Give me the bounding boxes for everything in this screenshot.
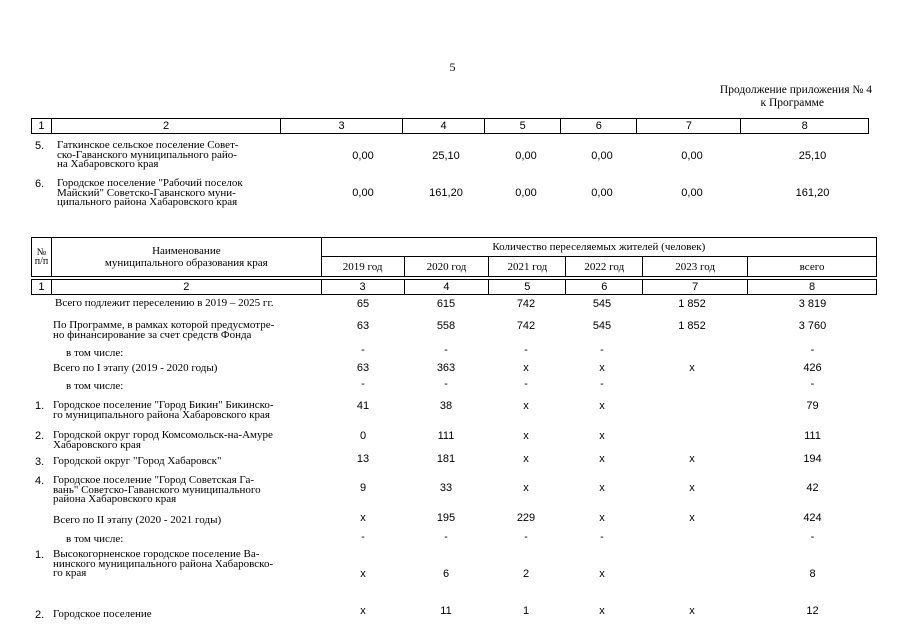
row-name: Городской округ "Город Хабаровск" <box>53 455 222 467</box>
value-cell: 6 <box>442 568 450 580</box>
value-cell: 65 <box>356 298 370 310</box>
row-name: в том числе: <box>66 380 124 392</box>
value-cell: 79 <box>806 400 819 412</box>
value-cell: x <box>599 605 605 617</box>
value-cell: x <box>360 512 366 524</box>
value-cell: 2 <box>522 568 530 580</box>
value-cell: 63 <box>356 362 370 374</box>
value-cell: - <box>524 344 528 356</box>
value-cell: 742 <box>516 298 536 310</box>
value-cell: 426 <box>803 362 822 374</box>
value-cell: x <box>599 362 605 374</box>
col-num-7: 7 <box>643 280 748 295</box>
value-cell: 615 <box>436 298 456 310</box>
header-name-cell: Наименование муниципального образования края <box>51 238 321 277</box>
row-name: Городское поселение <box>53 608 152 620</box>
row-number: 2. <box>35 430 45 442</box>
value-cell: - <box>361 344 365 356</box>
value-cell: x <box>599 482 605 494</box>
annex-line-1: Продолжение приложения № 4 <box>719 84 872 96</box>
value-cell: 1 <box>522 605 530 617</box>
value-cell: x <box>360 568 366 580</box>
header-total: всего <box>748 257 877 277</box>
value-cell: - <box>810 378 815 390</box>
col-num-6: 6 <box>561 119 637 134</box>
row-name: Всего подлежит переселению в 2019 – 2025 гг. <box>55 297 274 309</box>
header-year-2019: 2019 год <box>321 257 404 277</box>
value-cell: - <box>361 531 365 543</box>
value-cell: 545 <box>592 298 612 310</box>
row-name: в том числе: <box>66 533 124 545</box>
row-name: Городской округ город Комсомольск-на-Амуре Хабаровского края <box>53 429 273 451</box>
value-cell: x <box>523 482 529 494</box>
row-name: Гаткинское сельское поселение Совет- ско-Гаванского муниципального райо- на Хабаровского края <box>57 139 239 170</box>
value-cell: 181 <box>436 453 456 465</box>
value-cell: 38 <box>439 400 453 412</box>
value-cell: x <box>599 400 605 412</box>
value-cell: 111 <box>804 430 821 442</box>
value-cell: - <box>810 531 815 543</box>
value-cell: 0 <box>359 430 367 442</box>
row-name: Всего по I этапу (2019 - 2020 годы) <box>53 362 218 374</box>
row-name: в том числе: <box>66 347 124 359</box>
value-cell: 13 <box>356 453 370 465</box>
annex-line-2: к Программе <box>760 97 824 109</box>
value-cell: - <box>524 378 528 390</box>
value-cell: 8 <box>809 568 816 580</box>
value-cell: 424 <box>803 512 822 524</box>
value-cell: x <box>360 605 366 617</box>
value-cell: x <box>599 430 605 442</box>
row-name: Высокогорненское городское поселение Ва- нинского муниципального района Хабаровско- го края <box>53 548 274 579</box>
value-cell: - <box>361 378 365 390</box>
value-cell: 25,10 <box>432 150 460 162</box>
col-num-8: 8 <box>748 280 877 295</box>
header-year-2020: 2020 год <box>404 257 489 277</box>
value-cell: 363 <box>436 362 456 374</box>
value-cell: x <box>523 362 529 374</box>
value-cell: x <box>599 568 605 580</box>
row-name: Городское поселение "Город Советская Га- вань" Советско-Гаванского муниципального района Хабаровского края <box>53 474 261 505</box>
col-num-4: 4 <box>404 280 489 295</box>
value-cell: 25,10 <box>798 150 827 162</box>
value-cell: - <box>444 531 448 543</box>
value-cell: - <box>600 531 604 543</box>
value-cell: x <box>523 453 529 465</box>
value-cell: 63 <box>356 320 370 332</box>
value-cell: 0,00 <box>591 187 613 199</box>
col-num-1: 1 <box>32 280 52 295</box>
row-number: 2. <box>35 609 45 621</box>
top-column-number-row <box>31 118 869 134</box>
value-cell: 12 <box>806 605 819 617</box>
value-cell: 161,20 <box>795 187 830 199</box>
column-number-row <box>31 279 877 295</box>
col-num-5: 5 <box>485 119 561 134</box>
value-cell: 0,00 <box>681 187 703 199</box>
table-header <box>31 237 877 277</box>
value-cell: - <box>810 344 815 356</box>
col-num-2: 2 <box>51 119 280 134</box>
col-num-3: 3 <box>281 119 403 134</box>
row-name: Городское поселение "Город Бикин" Бикинско- го муниципального района Хабаровского края <box>53 399 274 421</box>
value-cell: 42 <box>806 482 819 494</box>
value-cell: x <box>689 453 695 465</box>
value-cell: 11 <box>440 605 452 617</box>
row-number: 1. <box>35 549 45 561</box>
value-cell: 194 <box>803 453 822 465</box>
row-number: 5. <box>35 140 45 152</box>
header-num-cell: № п/п <box>32 238 52 277</box>
value-cell: 3 760 <box>798 320 827 332</box>
value-cell: x <box>689 362 695 374</box>
row-number: 4. <box>35 475 45 487</box>
row-name: По Программе, в рамках которой предусмотре- но финансирование за счет средств Фонда <box>53 319 275 341</box>
value-cell: x <box>599 512 605 524</box>
value-cell: x <box>689 482 695 494</box>
value-cell: - <box>524 531 528 543</box>
value-cell: 0,00 <box>681 150 703 162</box>
value-cell: 41 <box>356 400 370 412</box>
value-cell: 0,00 <box>352 150 374 162</box>
row-name: Городское поселение "Рабочий поселок Майский" Советско-Гаванского муни- ципального района Хабаровского края <box>57 177 243 208</box>
col-num-7: 7 <box>637 119 741 134</box>
col-num-2: 2 <box>51 280 321 295</box>
value-cell: x <box>689 512 695 524</box>
row-number: 6. <box>35 178 45 190</box>
value-cell: 0,00 <box>352 187 374 199</box>
header-year-2022: 2022 год <box>566 257 643 277</box>
value-cell: 229 <box>516 512 536 524</box>
value-cell: 742 <box>516 320 536 332</box>
header-year-2023: 2023 год <box>643 257 748 277</box>
value-cell: - <box>600 378 604 390</box>
row-number: 1. <box>35 400 45 412</box>
value-cell: 1 852 <box>678 298 706 310</box>
value-cell: 3 819 <box>798 298 827 310</box>
row-name: Всего по II этапу (2020 - 2021 годы) <box>53 514 222 526</box>
value-cell: - <box>444 344 448 356</box>
value-cell: x <box>523 400 529 412</box>
value-cell: 558 <box>436 320 456 332</box>
value-cell: 1 852 <box>678 320 706 332</box>
col-num-1: 1 <box>32 119 52 134</box>
col-num-3: 3 <box>321 280 404 295</box>
value-cell: x <box>689 605 695 617</box>
col-num-4: 4 <box>402 119 484 134</box>
value-cell: 545 <box>592 320 612 332</box>
value-cell: 195 <box>436 512 456 524</box>
value-cell: 0,00 <box>591 150 613 162</box>
col-num-5: 5 <box>489 280 566 295</box>
value-cell: 0,00 <box>515 150 537 162</box>
value-cell: - <box>444 378 448 390</box>
page-number: 5 <box>449 60 456 74</box>
col-num-6: 6 <box>566 280 643 295</box>
value-cell: 111 <box>437 430 455 442</box>
value-cell: x <box>523 430 529 442</box>
annex-caption <box>720 84 872 110</box>
value-cell: 33 <box>439 482 453 494</box>
value-cell: 9 <box>359 482 367 494</box>
col-num-8: 8 <box>741 119 869 134</box>
value-cell: 161,20 <box>429 187 463 199</box>
value-cell: - <box>600 344 604 356</box>
value-cell: 0,00 <box>515 187 537 199</box>
row-number: 3. <box>35 456 45 468</box>
value-cell: x <box>599 453 605 465</box>
header-group-label: Количество переселяемых жителей (человек) <box>321 238 876 257</box>
header-year-2021: 2021 год <box>489 257 566 277</box>
